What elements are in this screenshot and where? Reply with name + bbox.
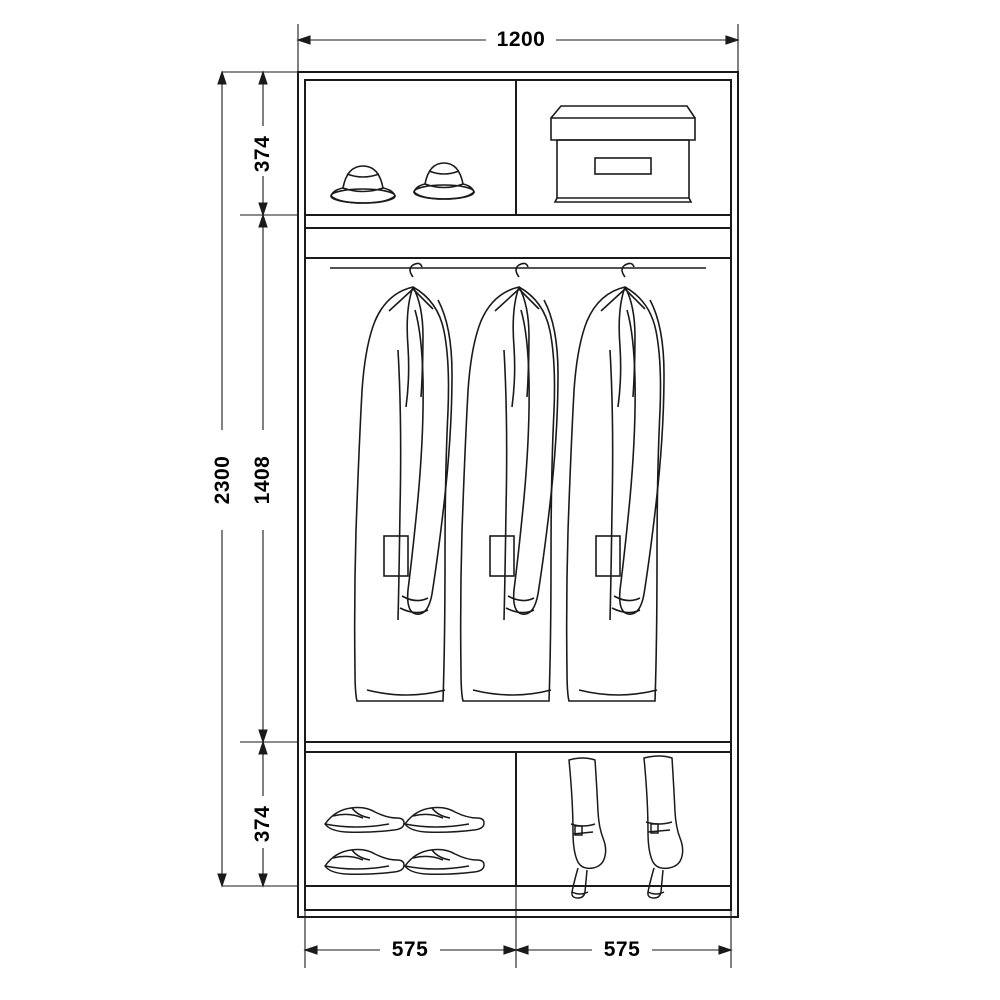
dimension-lines [218,24,738,968]
dimension-right-bay-width: 575 [603,938,641,961]
shoe-icon-3 [325,850,404,875]
storage-box-icon [551,106,695,202]
coat-icon-1 [355,263,452,701]
shoe-icon-4 [405,850,484,875]
hat-icon-right [414,163,474,199]
coat-icon-3 [567,263,664,701]
dimension-hanging-height: 1408 [251,455,274,505]
boot-icon-right [644,756,683,898]
boot-icon-left [569,758,606,898]
shoe-icon-2 [405,808,484,833]
dimension-left-bay-width: 575 [391,938,429,961]
dimension-total-height: 2300 [211,455,234,505]
hat-icon-left [331,166,395,203]
dimension-total-width: 1200 [496,28,546,51]
dimension-top-shelf-height: 374 [251,135,274,173]
dimension-bottom-shelf-height: 374 [251,805,274,843]
coat-icon-2 [461,263,558,701]
shoe-icon-1 [325,808,404,833]
